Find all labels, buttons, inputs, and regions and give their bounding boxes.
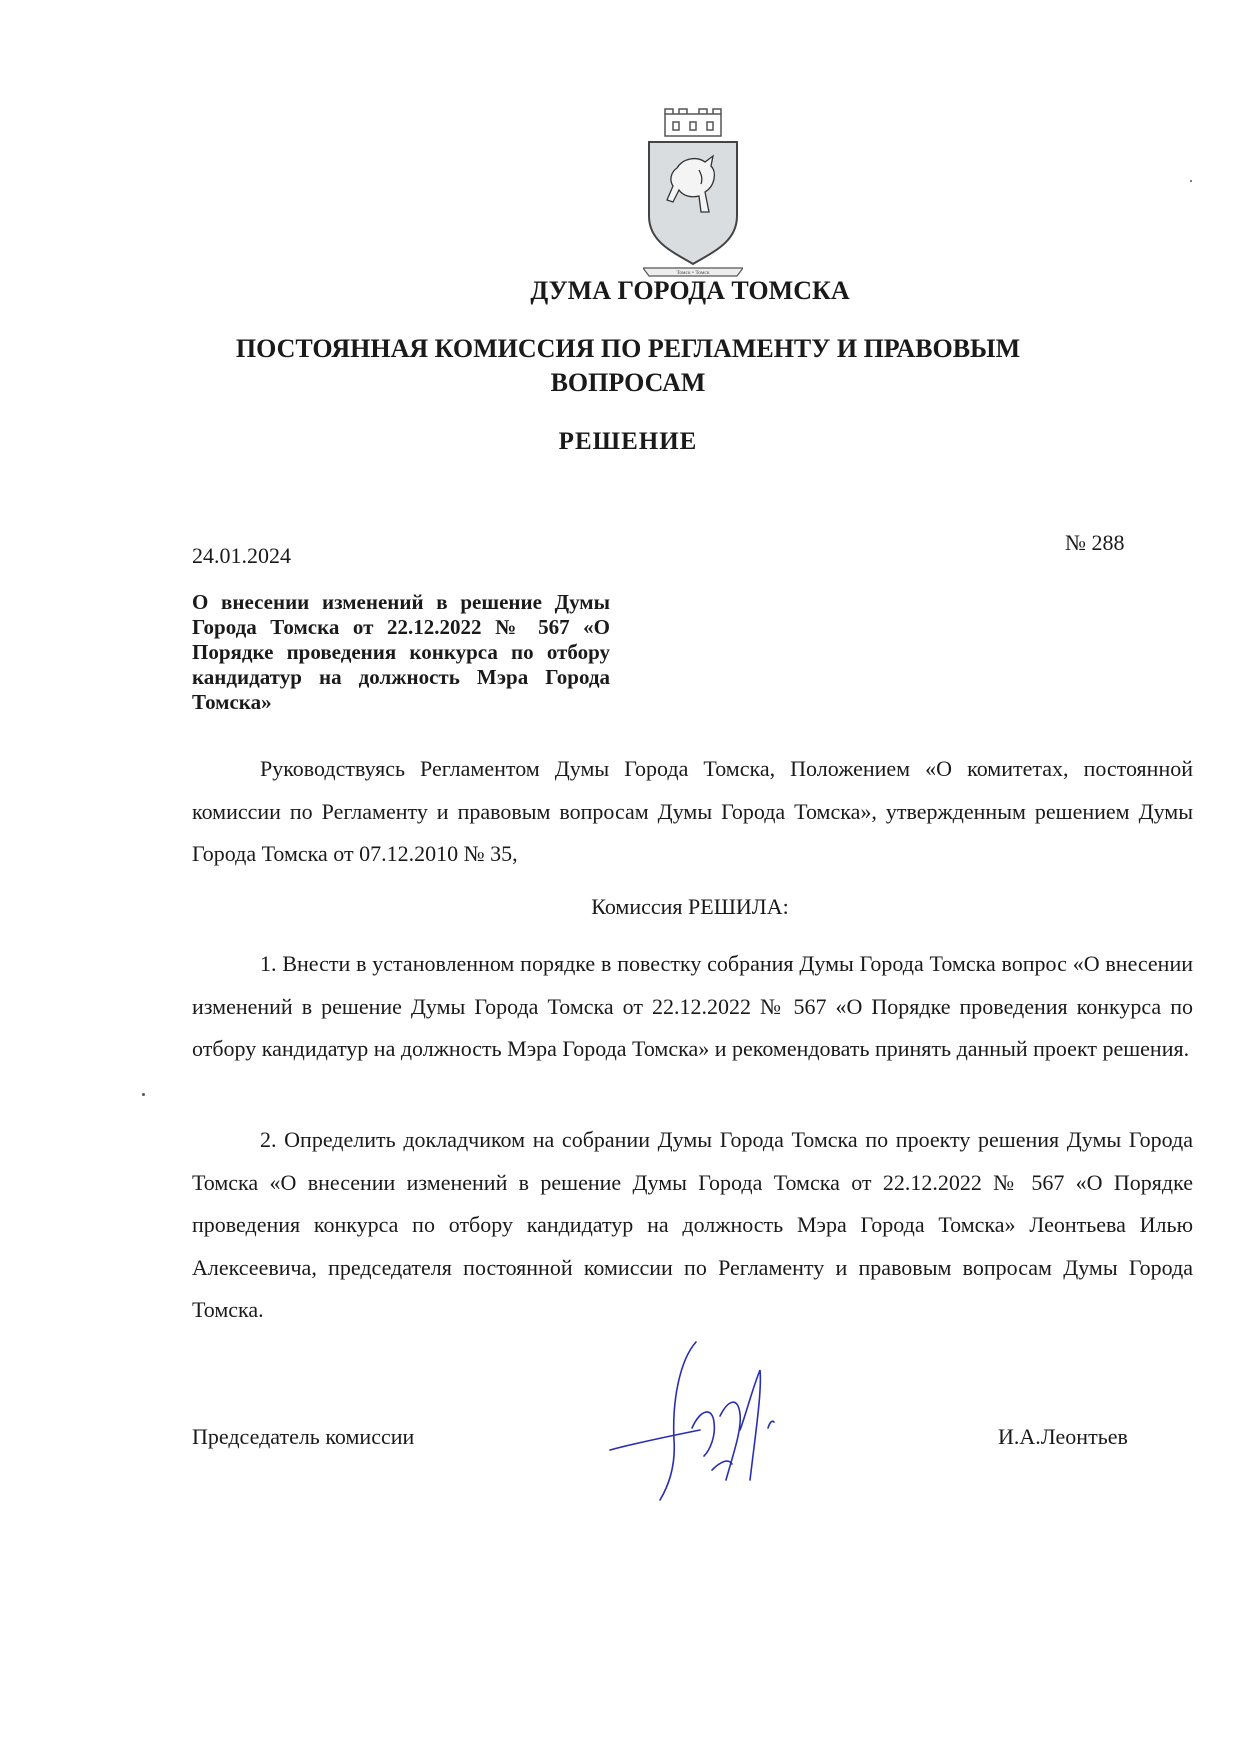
- decision-item-2: 2. Определить докладчиком на собрании Думы Города Томска по проекту решения Думы Города Томска «О внесении изменений в решение Думы Города Томска от 22.12.2022 № 567 «О Порядке проведения конкурса по отбору кандидатур на должность Мэра Города Томска» Леонтьева Илью Алексеевича, председателя постоянной комиссии по Регламенту и правовым вопросам Думы Города Томска.: [192, 1127, 1193, 1322]
- signatory-title: Председатель комиссии: [192, 1424, 415, 1449]
- svg-text:Томск • Томск: Томск • Томск: [676, 270, 710, 276]
- preamble-paragraph: Руководствуясь Регламентом Думы Города Томска, Положением «О комитетах, постоянной комиссии по Регламенту и правовым вопросам Думы Города Томска», утвержденным решением Думы Города Томска от 07.12.2010 № 35,: [192, 756, 1193, 866]
- duma-title: ДУМА ГОРОДА ТОМСКА: [530, 276, 850, 305]
- handwritten-signature: [600, 1330, 820, 1510]
- scan-speck: [142, 1093, 145, 1096]
- decision-item-1: 1. Внести в установленном порядке в повестку собрания Думы Города Томска вопрос «О внесении изменений в решение Думы Города Томска от 22.12.2022 № 567 «О Порядке проведения конкурса по отбору кандидатур на должность Мэра Города Томска» и рекомендовать принять данный проект решения.: [192, 951, 1193, 1061]
- city-coat-of-arms-emblem: [643, 108, 743, 282]
- commission-title: ПОСТОЯННАЯ КОМИССИЯ ПО РЕГЛАМЕНТУ И ПРАВОВЫМ ВОПРОСАМ: [235, 334, 1021, 397]
- document-subject: О внесении изменений в решение Думы Города Томска от 22.12.2022 № 567 «О Порядке проведения конкурса по отбору кандидатур на должность Мэра Города Томска»: [192, 590, 610, 714]
- signatory-name: И.А.Леонтьев: [998, 1424, 1128, 1449]
- document-type-heading: РЕШЕНИЕ: [558, 428, 698, 455]
- resolved-heading: Комиссия РЕШИЛА:: [591, 894, 789, 919]
- document-date: 24.01.2024: [192, 543, 291, 568]
- document-number: № 288: [1065, 530, 1125, 555]
- scan-speck: [1190, 180, 1192, 182]
